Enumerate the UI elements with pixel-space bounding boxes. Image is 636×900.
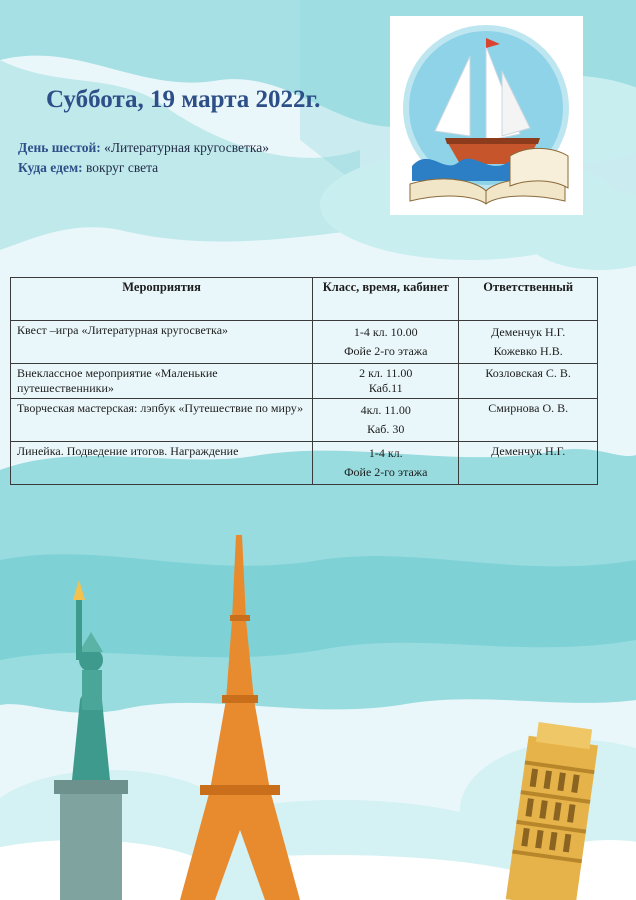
place-cell [313, 442, 459, 485]
event-cell: Линейка. Подведение итогов. Награждение [11, 442, 313, 485]
place-line: 1-4 кл. [368, 446, 403, 460]
place-line: Фойе 2-го этажа [344, 465, 428, 479]
responsible-cell [459, 364, 598, 399]
place-cell [313, 364, 459, 399]
event-cell: Творческая мастерская: лэпбук «Путешествие по миру» [11, 399, 313, 442]
place-line: Каб. 30 [367, 422, 405, 436]
responsible-cell [459, 442, 598, 485]
where-value: вокруг света [82, 160, 159, 175]
responsible-line: Кожевко Н.В. [493, 344, 563, 358]
table-row [11, 399, 598, 442]
header-events: Мероприятия [11, 278, 313, 321]
place-line: 1-4 кл. 10.00 [353, 325, 418, 339]
table-row [11, 364, 598, 399]
event-cell: Внеклассное мероприятие «Маленькие путешественники» [11, 364, 313, 399]
ship-icon [390, 16, 583, 215]
responsible-line: Деменчук Н.Г. [491, 325, 566, 339]
day-value: «Литературная кругосветка» [100, 140, 270, 155]
table-row [11, 321, 598, 364]
day-line [18, 140, 269, 156]
schedule-table [10, 277, 598, 485]
page-title: Суббота, 19 марта 2022г. [46, 86, 321, 113]
table-row [11, 442, 598, 485]
place-cell [313, 321, 459, 364]
responsible-cell [459, 399, 598, 442]
header-class-time-room: Класс, время, кабинет [313, 278, 459, 321]
responsible-cell [459, 321, 598, 364]
responsible-line: Козловская С. В. [485, 366, 571, 380]
event-cell: Квест –игра «Литературная кругосветка» [11, 321, 313, 364]
responsible-line: Смирнова О. В. [488, 401, 569, 415]
place-line: Каб.11 [368, 381, 403, 395]
day-label: День шестой: [18, 140, 101, 155]
place-cell [313, 399, 459, 442]
place-line: 2 кл. 11.00 [359, 366, 413, 380]
table-header-row [11, 278, 598, 321]
where-line [18, 160, 158, 176]
place-line: 4кл. 11.00 [360, 403, 411, 417]
where-label: Куда едем: [18, 160, 83, 175]
ship-book-logo [390, 16, 583, 215]
responsible-line: Деменчук Н.Г. [491, 444, 566, 458]
header-responsible: Ответственный [459, 278, 598, 321]
place-line: Фойе 2-го этажа [344, 344, 428, 358]
